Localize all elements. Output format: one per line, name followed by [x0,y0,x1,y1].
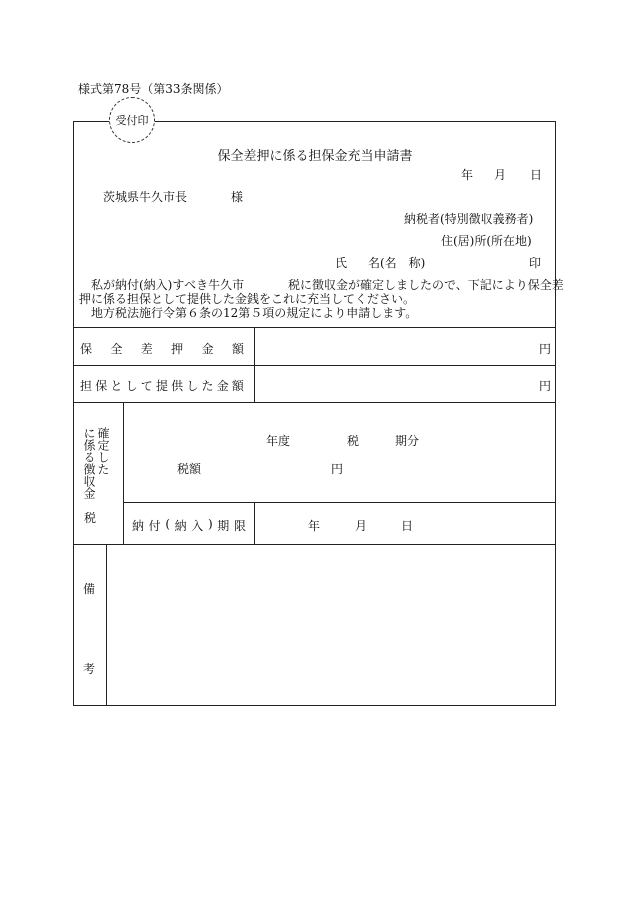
application-form [73,121,556,706]
date-year-label: 年 [461,168,474,182]
row-divider-4 [73,544,556,545]
seal-label: 印 [529,256,542,270]
addressee-honorific: 様 [231,190,244,204]
row1-char: 全 [110,342,123,356]
row-divider-1 [73,365,556,366]
confirmed-label-col1: 確定した [96,427,110,475]
reception-stamp-circle [109,97,155,143]
row2-char: た [201,379,214,393]
row2-char: 供 [171,379,184,393]
row1-char: 金 [201,342,214,356]
remarks-label-2: 考 [83,662,96,676]
row2-char: 金 [216,379,229,393]
row-divider-2 [73,402,556,403]
body-line-1a: 私が納付(納入)すべき牛久市 [91,278,245,292]
body-line-1b: 税に徴収金が確定しましたので、下記により保全差 [288,278,564,292]
due-char: 納 [174,519,187,533]
due-month-label: 月 [355,519,368,533]
due-day-label: 日 [401,519,414,533]
row2-yen: 円 [539,379,552,393]
row2-char: と [110,379,123,393]
tax-amount-label: 税額 [177,462,202,476]
name-label-1: 氏 [335,256,348,270]
fiscal-year-label: 年度 [266,434,291,448]
row1-char: 差 [140,342,153,356]
confirmed-label-col2: に係る徴収金 [82,427,96,499]
row2-char: 保 [95,379,108,393]
row2-char: 額 [231,379,244,393]
col-divider-due [254,502,255,544]
col-divider-remarks [106,544,107,706]
taxpayer-label: 納税者(特別徴収義務者) [404,212,534,226]
row-divider-3 [123,502,556,503]
form-title: 保全差押に係る担保金充当申請書 [217,149,413,164]
row2-char: し [186,379,199,393]
address-label: 住(居)所(所在地) [441,234,532,248]
row1-char: 額 [231,342,244,356]
col-divider-amounts [254,327,255,402]
installment-label: 期分 [395,434,420,448]
due-char: 限 [233,519,246,533]
date-day-label: 日 [530,168,543,182]
row2-char: し [125,379,138,393]
tax-amount-yen: 円 [331,462,344,476]
form-number: 様式第78号（第33条関係） [78,82,229,96]
due-char: 付 [148,519,161,533]
body-line-2: 押に係る担保として提供した金銭をこれに充当してください。 [79,292,416,306]
due-char: 期 [217,519,230,533]
due-char: 入 [191,519,204,533]
row1-char: 押 [171,342,184,356]
row2-char: 担 [80,379,93,393]
body-line-3: 地方税法施行令第６条の12第５項の規定により申請します。 [91,306,418,320]
confirmed-label-tax: 税 [84,511,97,525]
row1-yen: 円 [539,342,552,356]
row1-char: 保 [80,342,93,356]
due-year-label: 年 [308,519,321,533]
due-char: 納 [132,519,145,533]
table-top-line [73,327,556,328]
tax-label: 税 [347,434,360,448]
row2-char: 提 [155,379,168,393]
stamp-label: 受付印 [115,114,149,127]
row2-char: て [140,379,153,393]
addressee-mayor: 茨城県牛久市長 [103,190,188,204]
date-month-label: 月 [494,168,507,182]
due-char: ) [207,517,213,531]
remarks-label-1: 備 [83,582,96,596]
preservation-seizure-amount-label [80,340,244,357]
due-char: ( [165,517,170,531]
col-divider-confirmed [123,402,124,544]
name-label-2: 名(名 称) [368,256,426,270]
payment-due-date-label [132,517,246,534]
provided-collateral-amount-label [80,377,244,394]
